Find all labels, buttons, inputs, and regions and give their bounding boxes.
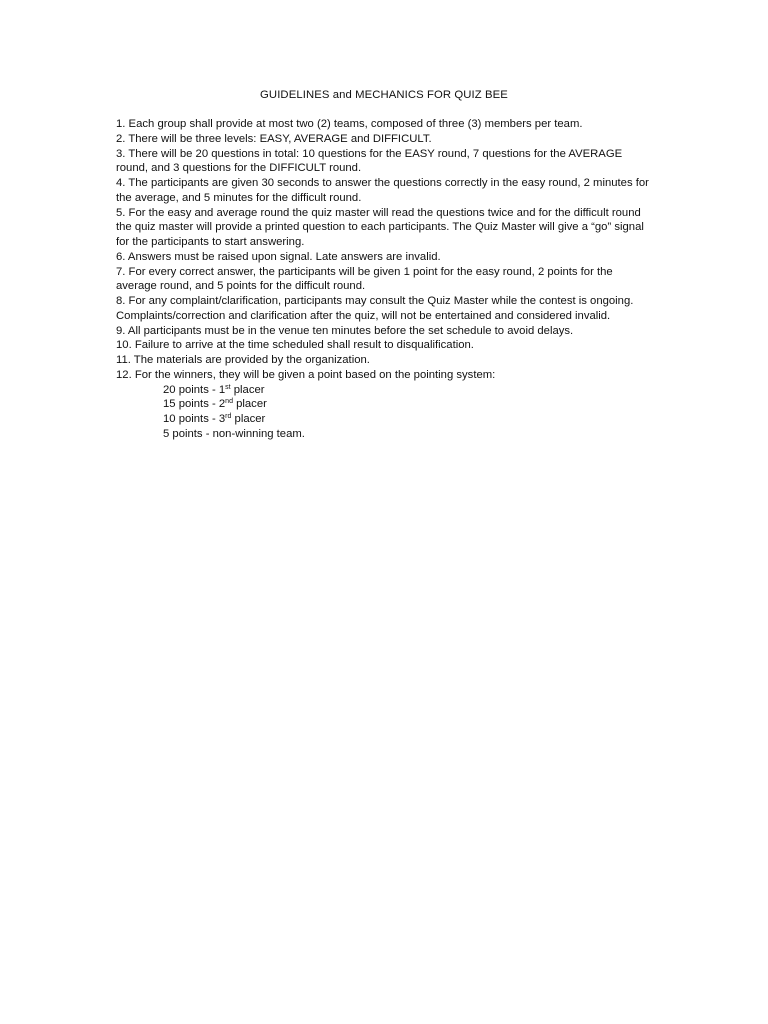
points-text: 20 points - 1 (163, 383, 226, 396)
document-title: GUIDELINES and MECHANICS FOR QUIZ BEE (260, 89, 508, 101)
ordinal-suffix: st (225, 383, 231, 391)
rule-item: 1. Each group shall provide at most two (2) teams, composed of three (3) members per team. (116, 118, 583, 130)
rule-item: 2. There will be three levels: EASY, AVERAGE and DIFFICULT. (116, 132, 432, 145)
points-text: 10 points - 3 (163, 413, 226, 425)
points-text: 15 points - 2 (163, 398, 226, 411)
rule-item: 7. For every correct answer, the participants will be given 1 point for the easy round, 2 points for the average round, and 5 points for the difficult round. (116, 265, 613, 293)
rule-item: 3. There will be 20 questions in total: 10 questions for the EASY round, 7 questions for the AVERAGE round, and 3 questions for the DIFFICULT round. (116, 147, 623, 175)
points-list (116, 383, 656, 442)
rule-item: 11. The materials are provided by the organization. (116, 354, 370, 366)
rule-item: 9. All participants must be in the venue ten minutes before the set schedule to avoid delays. (116, 324, 574, 337)
rule-item: 8. For any complaint/clarification, participants may consult the Quiz Master while the contest is ongoing. Complaints/correction and clarification after the quiz, will not be entertained and considered invalid. (116, 295, 634, 322)
rules-body (116, 117, 656, 442)
rule-item: 12. For the winners, they will be given a point based on the pointing system: (116, 368, 496, 381)
points-item (163, 427, 656, 442)
points-text: 5 points - non-winning team. (163, 427, 305, 440)
ordinal-suffix: nd (225, 398, 233, 406)
points-rest: placer (232, 398, 267, 411)
points-item (163, 412, 656, 427)
points-item (163, 397, 656, 412)
rule-item: 10. Failure to arrive at the time scheduled shall result to disqualification. (116, 339, 474, 352)
rule-item: 4. The participants are given 30 seconds to answer the questions correctly in the easy round, 2 minutes for the average, and 5 minutes for the difficult round. (116, 177, 649, 204)
rule-item: 5. For the easy and average round the quiz master will read the questions twice and for the difficult round the quiz master will provide a printed question to each participants. The Quiz Master will give a “go” signal for the participants to start answering. (116, 206, 644, 248)
rule-item: 6. Answers must be raised upon signal. Late answers are invalid. (116, 250, 441, 263)
ordinal-suffix: rd (225, 413, 232, 420)
points-rest: placer (230, 383, 265, 396)
points-rest: placer (231, 413, 266, 425)
points-item (163, 383, 656, 398)
